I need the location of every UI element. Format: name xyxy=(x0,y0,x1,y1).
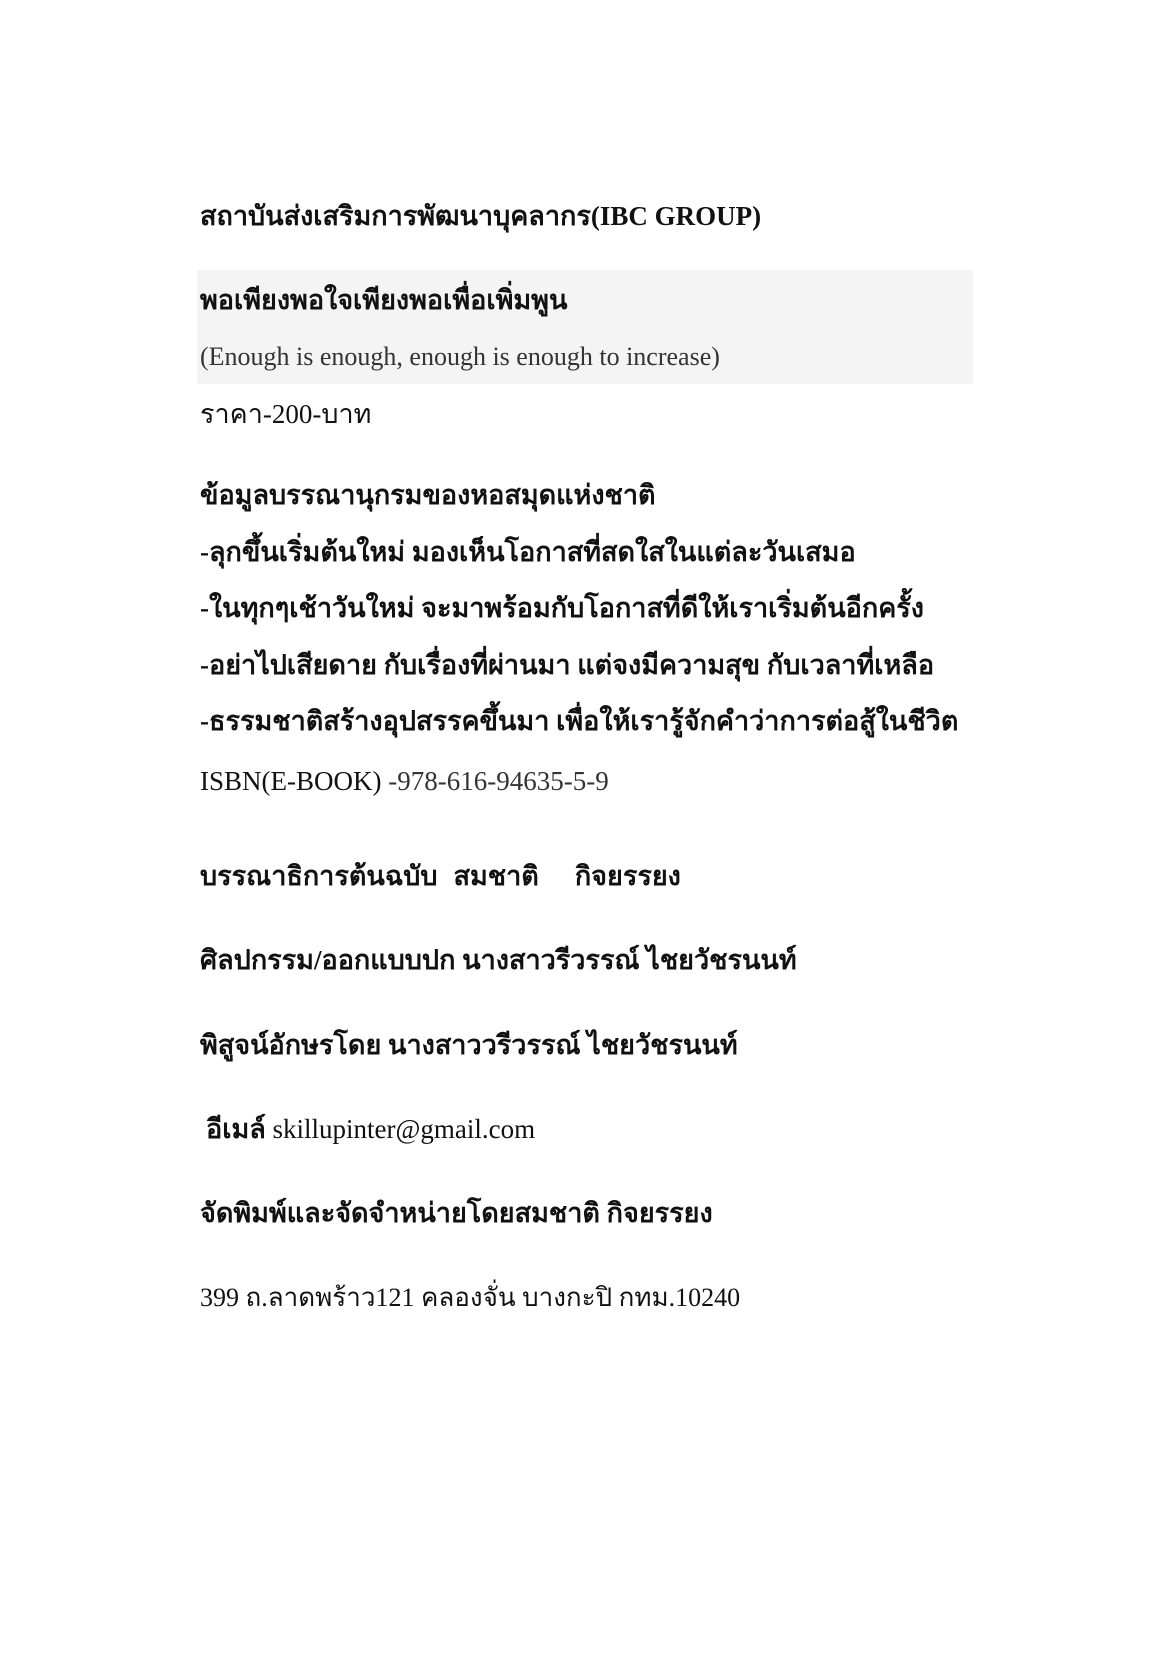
catalog-line: -ในทุกๆเช้าวันใหม่ จะมาพร้อมกับโอกาสที่ดีให้เราเริ่มต้นอีกครั้ง xyxy=(200,593,924,623)
isbn-label: ISBN(E-BOOK) xyxy=(200,766,382,796)
isbn-line xyxy=(200,764,609,798)
editor-first-name: สมชาติ xyxy=(453,861,539,891)
isbn-value: -978-616-94635-5-9 xyxy=(388,766,609,796)
catalog-line: -ลุกขึ้นเริ่มต้นใหม่ มองเห็นโอกาสที่สดใสในแต่ละวันเสมอ xyxy=(200,537,856,567)
email-value: skillupinter@gmail.com xyxy=(272,1114,536,1144)
proofread-credit: พิสูจน์อักษรโดย นางสาววรีวรรณ์ ไชยวัชรนนท์ xyxy=(200,1030,738,1060)
editor-line xyxy=(200,859,681,893)
catalog-line: -ธรรมชาติสร้างอุปสรรคขึ้นมา เพื่อให้เรารู้จักคำว่าการต่อสู้ในชีวิต xyxy=(200,706,959,736)
editor-last-name: กิจยรรยง xyxy=(574,861,681,891)
address-line: 399 ถ.ลาดพร้าว121 คลองจั่น บางกะปิ กทม.10240 xyxy=(200,1283,741,1312)
book-title-thai: พอเพียงพอใจเพียงพอเพื่อเพิ่มพูน xyxy=(200,285,568,315)
catalog-heading: ข้อมูลบรรณานุกรมของหอสมุดแห่งชาติ xyxy=(200,480,656,510)
institute-name: สถาบันส่งเสริมการพัฒนาบุคลากร(IBC GROUP) xyxy=(200,201,762,231)
price-text: ราคา-200-บาท xyxy=(200,399,372,429)
email-line xyxy=(206,1112,535,1146)
editor-label: บรรณาธิการต้นฉบับ xyxy=(200,861,438,891)
art-design-credit: ศิลปกรรม/ออกแบบปก นางสาวรีวรรณ์ ไชยวัชรนนท์ xyxy=(200,945,797,975)
email-label: อีเมล์ xyxy=(206,1114,266,1144)
publisher-line: จัดพิมพ์และจัดจำหน่ายโดยสมชาติ กิจยรรยง xyxy=(200,1198,713,1228)
book-title-english: (Enough is enough, enough is enough to increase) xyxy=(200,342,720,371)
catalog-line: -อย่าไปเสียดาย กับเรื่องที่ผ่านมา แต่จงมีความสุข กับเวลาที่เหลือ xyxy=(200,650,935,680)
